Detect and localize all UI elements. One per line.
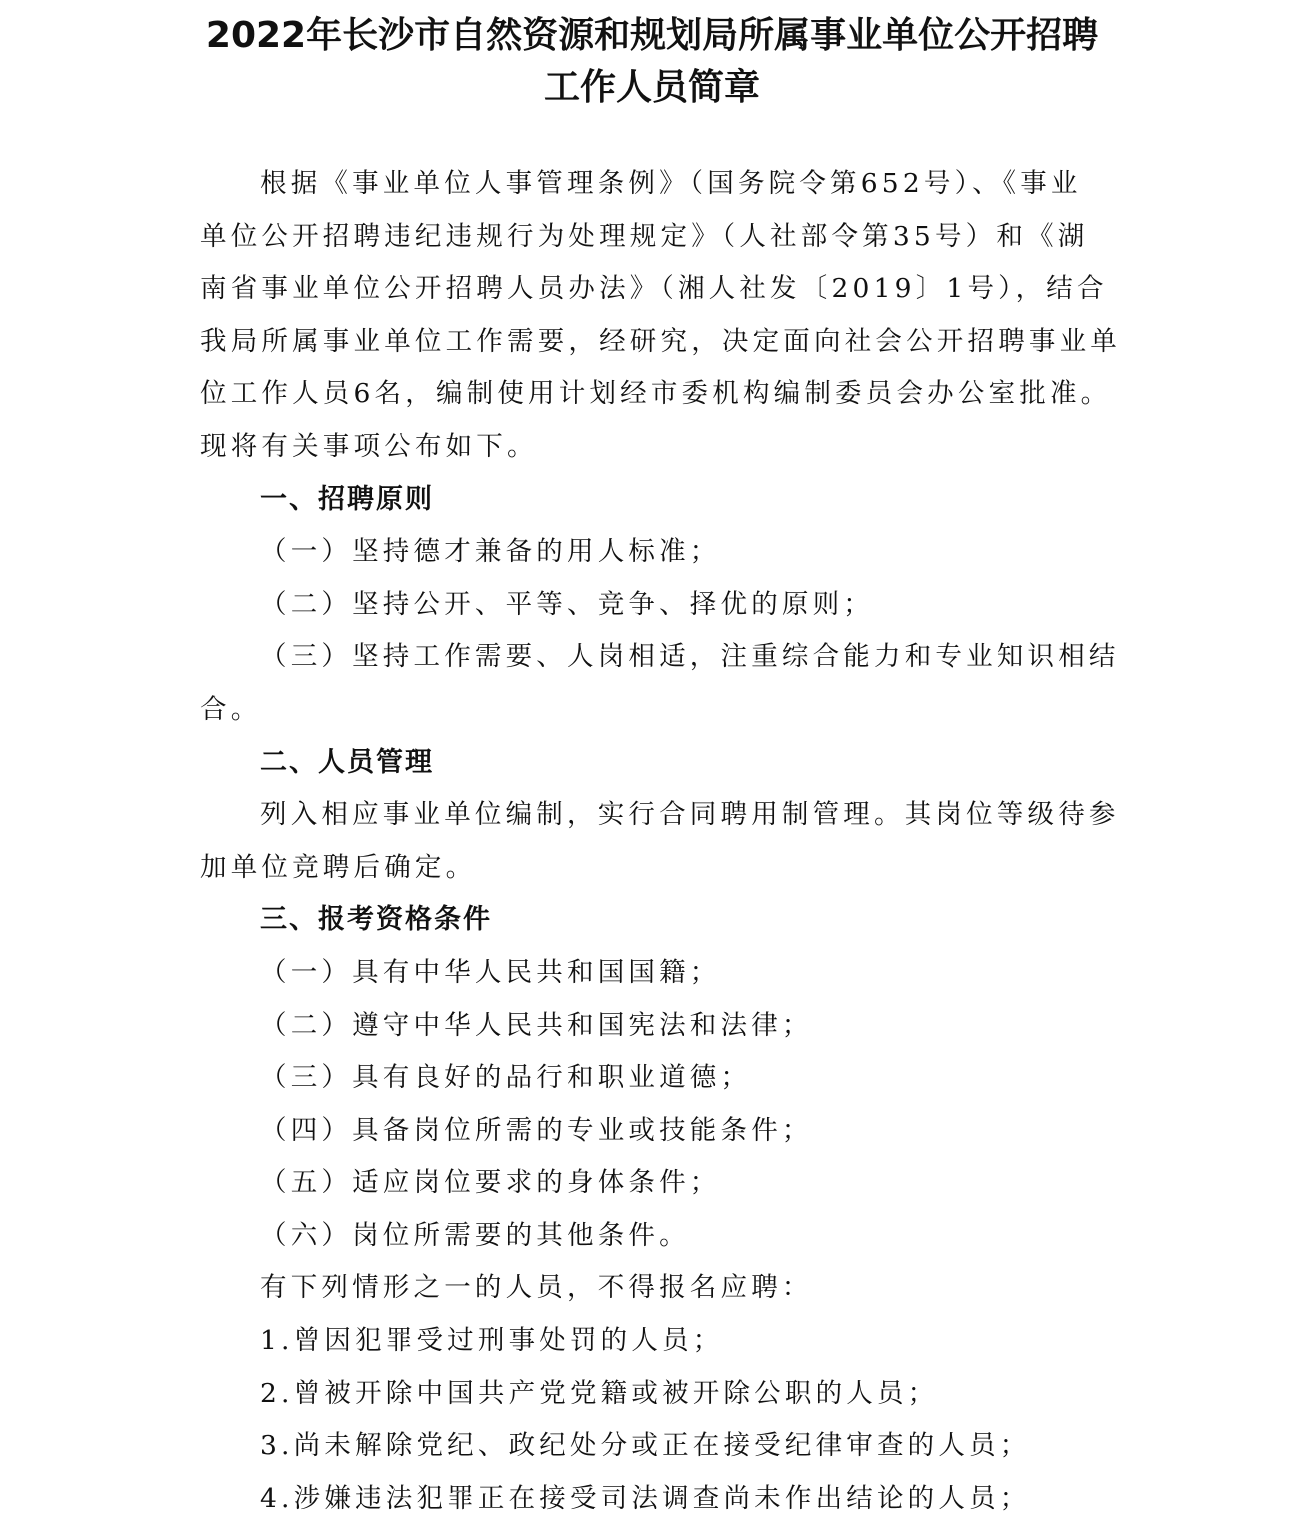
intro-line-2: 单位公开招聘违纪违规行为处理规定》（人社部令第35号）和《湖 (200, 220, 1089, 252)
title-line-1: 2022年长沙市自然资源和规划局所属事业单位公开招聘 (205, 15, 1099, 56)
principle-item-3-continued: 合。 (200, 693, 262, 725)
section-heading-qualifications: 三、报考资格条件 (260, 904, 492, 936)
title-line-2: 工作人员简章 (543, 67, 760, 108)
qualification-item-4: （四）具备岗位所需的专业或技能条件； (260, 1114, 813, 1146)
document-page (200, 0, 1121, 1525)
qualification-item-3: （三）具有良好的品行和职业道德； (260, 1062, 752, 1094)
document-title (200, 0, 1104, 114)
section-heading-principles: 一、招聘原则 (260, 483, 434, 515)
intro-line-6: 现将有关事项公布如下。 (200, 430, 538, 462)
exclusion-item-2: 2.曾被开除中国共产党党籍或被开除公职的人员； (260, 1377, 939, 1409)
principle-item-1: （一）坚持德才兼备的用人标准； (260, 536, 721, 568)
principle-item-3: （三）坚持工作需要、人岗相适，注重综合能力和专业知识相结 (260, 641, 1120, 673)
qualification-item-5: （五）适应岗位要求的身体条件； (260, 1167, 721, 1199)
qualification-item-2: （二）遵守中华人民共和国宪法和法律； (260, 1009, 813, 1041)
exclusion-item-3: 3.尚未解除党纪、政纪处分或正在接受纪律审查的人员； (260, 1430, 1031, 1462)
qualification-item-1: （一）具有中华人民共和国国籍； (260, 956, 721, 988)
exclusion-item-1: 1.曾因犯罪受过刑事处罚的人员； (260, 1325, 724, 1357)
intro-line-1: 根据《事业单位人事管理条例》（国务院令第652号）、《事业 (260, 168, 1082, 199)
principle-item-2: （二）坚持公开、平等、竞争、择优的原则； (260, 588, 874, 620)
qualification-item-6: （六）岗位所需要的其他条件。 (260, 1219, 690, 1251)
section-heading-management: 二、人员管理 (260, 746, 434, 778)
intro-line-3: 南省事业单位公开招聘人员办法》（湘人社发〔2019〕1号），结合 (200, 273, 1108, 305)
management-line-2: 加单位竞聘后确定。 (200, 851, 477, 883)
management-line-1: 列入相应事业单位编制，实行合同聘用制管理。其岗位等级待参 (260, 799, 1120, 831)
exclusion-item-4: 4.涉嫌违法犯罪正在接受司法调查尚未作出结论的人员； (260, 1482, 1031, 1514)
intro-paragraph (200, 158, 1121, 474)
intro-line-5: 位工作人员6名，编制使用计划经市委机构编制委员会办公室批准。 (200, 378, 1112, 410)
intro-line-4: 我局所属事业单位工作需要，经研究，决定面向社会公开招聘事业单 (200, 325, 1121, 357)
document-body (200, 158, 1121, 1525)
exclusion-intro: 有下列情形之一的人员，不得报名应聘： (260, 1272, 813, 1304)
